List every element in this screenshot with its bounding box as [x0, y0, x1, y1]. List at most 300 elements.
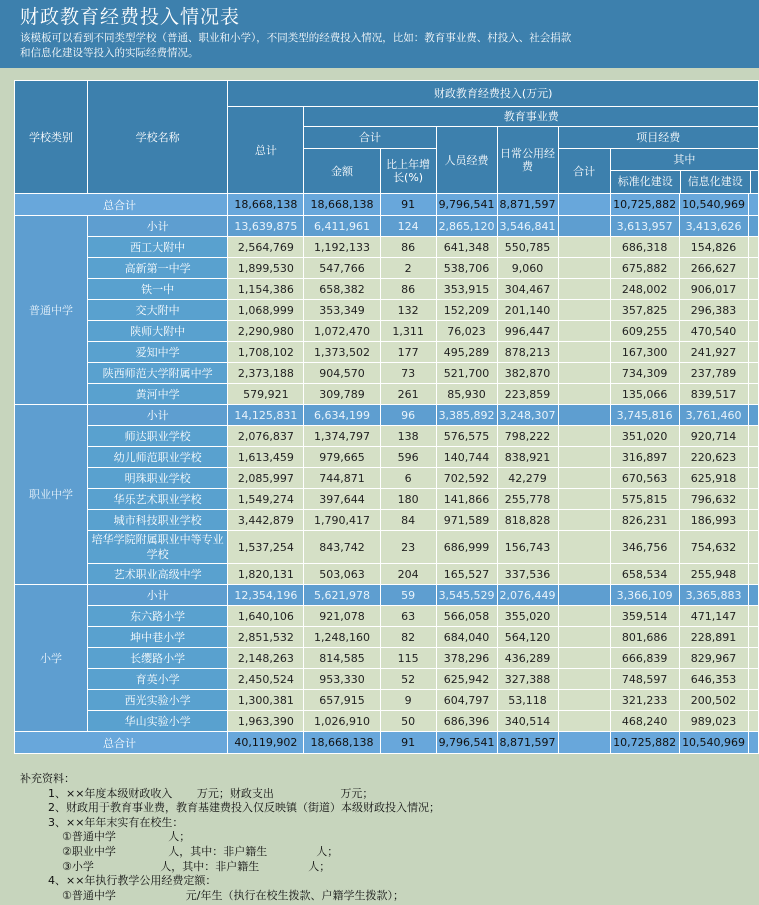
total-cell: 1,300,381	[228, 690, 304, 711]
header-daily: 日常公用经费	[497, 127, 558, 194]
amount-cell: 6,634,199	[304, 405, 380, 426]
daily-cell: 255,778	[497, 489, 558, 510]
overflow-column-cell	[748, 510, 759, 531]
table-row	[15, 363, 759, 384]
overflow-column-cell	[748, 405, 759, 426]
school-name-cell: 黄河中学	[88, 384, 228, 405]
amount-cell: 547,766	[304, 258, 380, 279]
project-total-cell	[558, 258, 610, 279]
header-edu: 教育事业费	[304, 107, 759, 127]
overflow-column-cell	[748, 627, 759, 648]
standard-cell: 666,839	[610, 648, 679, 669]
school-name-cell: 总合计	[15, 194, 228, 216]
growth-cell: 96	[380, 405, 436, 426]
amount-cell: 1,248,160	[304, 627, 380, 648]
header-banner	[0, 0, 759, 68]
info-cell: 228,891	[679, 627, 748, 648]
daily-cell: 42,279	[497, 468, 558, 489]
overflow-column-cell	[748, 258, 759, 279]
total-cell: 1,537,254	[228, 531, 304, 564]
info-cell: 989,023	[679, 711, 748, 732]
standard-cell: 575,815	[610, 489, 679, 510]
personnel-cell: 3,545,529	[436, 585, 497, 606]
personnel-cell: 686,396	[436, 711, 497, 732]
table-row	[15, 510, 759, 531]
project-total-cell	[558, 585, 610, 606]
amount-cell: 18,668,138	[304, 732, 380, 754]
overflow-column-cell	[748, 585, 759, 606]
project-total-cell	[558, 237, 610, 258]
info-cell: 154,826	[679, 237, 748, 258]
top-strip	[0, 68, 759, 80]
school-name-cell: 小计	[88, 405, 228, 426]
info-cell: 255,948	[679, 564, 748, 585]
amount-cell: 1,374,797	[304, 426, 380, 447]
daily-cell: 996,447	[497, 321, 558, 342]
project-total-cell	[558, 564, 610, 585]
project-total-cell	[558, 510, 610, 531]
daily-cell: 382,870	[497, 363, 558, 384]
growth-cell: 84	[380, 510, 436, 531]
total-cell: 2,085,997	[228, 468, 304, 489]
project-total-cell	[558, 606, 610, 627]
school-name-cell: 交大附中	[88, 300, 228, 321]
header-school-name: 学校名称	[88, 81, 228, 194]
project-total-cell	[558, 669, 610, 690]
overflow-column-cell	[748, 489, 759, 510]
header-among-block	[610, 149, 758, 194]
total-cell: 1,708,102	[228, 342, 304, 363]
info-cell: 754,632	[679, 531, 748, 564]
personnel-cell: 566,058	[436, 606, 497, 627]
overflow-column-cell	[748, 279, 759, 300]
total-cell: 2,290,980	[228, 321, 304, 342]
personnel-cell: 702,592	[436, 468, 497, 489]
overflow-column-cell	[748, 648, 759, 669]
table-row	[15, 564, 759, 585]
overflow-column-cell	[748, 447, 759, 468]
standard-cell: 3,613,957	[610, 216, 679, 237]
overflow-column-cell	[748, 216, 759, 237]
total-cell: 14,125,831	[228, 405, 304, 426]
project-total-cell	[558, 279, 610, 300]
table-row	[15, 690, 759, 711]
table-row	[15, 426, 759, 447]
total-cell: 12,354,196	[228, 585, 304, 606]
table-row	[15, 711, 759, 732]
daily-cell: 838,921	[497, 447, 558, 468]
daily-cell: 798,222	[497, 426, 558, 447]
notes-section	[20, 772, 750, 903]
header-amount: 金额	[304, 149, 380, 194]
daily-cell: 8,871,597	[497, 194, 558, 216]
project-total-cell	[558, 447, 610, 468]
standard-cell: 346,756	[610, 531, 679, 564]
daily-cell: 550,785	[497, 237, 558, 258]
total-cell: 18,668,138	[228, 194, 304, 216]
overflow-column-cell	[748, 564, 759, 585]
school-name-cell: 培华学院附属职业中等专业学校	[88, 531, 228, 564]
growth-cell: 261	[380, 384, 436, 405]
daily-cell: 355,020	[497, 606, 558, 627]
standard-cell: 10,725,882	[610, 194, 679, 216]
growth-cell: 86	[380, 237, 436, 258]
info-cell: 920,714	[679, 426, 748, 447]
personnel-cell: 141,866	[436, 489, 497, 510]
school-name-cell: 小计	[88, 216, 228, 237]
school-name-cell: 高新第一中学	[88, 258, 228, 279]
project-total-cell	[558, 489, 610, 510]
personnel-cell: 686,999	[436, 531, 497, 564]
growth-cell: 115	[380, 648, 436, 669]
overflow-column-cell	[748, 711, 759, 732]
standard-cell: 801,686	[610, 627, 679, 648]
header-school-type: 学校类别	[15, 81, 88, 194]
personnel-cell: 353,915	[436, 279, 497, 300]
growth-cell: 124	[380, 216, 436, 237]
header-project: 项目经费	[558, 127, 758, 149]
header-among: 其中	[611, 149, 758, 171]
growth-cell: 9	[380, 690, 436, 711]
daily-cell: 436,289	[497, 648, 558, 669]
grand-total-row	[15, 194, 759, 216]
growth-cell: 132	[380, 300, 436, 321]
amount-cell: 503,063	[304, 564, 380, 585]
daily-cell: 9,060	[497, 258, 558, 279]
table-body	[15, 194, 759, 754]
project-total-cell	[558, 426, 610, 447]
personnel-cell: 3,385,892	[436, 405, 497, 426]
growth-cell: 180	[380, 489, 436, 510]
amount-cell: 6,411,961	[304, 216, 380, 237]
growth-cell: 204	[380, 564, 436, 585]
personnel-cell: 625,942	[436, 669, 497, 690]
overflow-column-cell	[748, 669, 759, 690]
total-cell: 3,442,879	[228, 510, 304, 531]
amount-cell: 744,871	[304, 468, 380, 489]
standard-cell: 357,825	[610, 300, 679, 321]
note-line: 3、××年年末实有在校生：	[20, 815, 184, 829]
personnel-cell: 521,700	[436, 363, 497, 384]
daily-cell: 564,120	[497, 627, 558, 648]
table-row	[15, 279, 759, 300]
overflow-column-cell	[748, 194, 759, 216]
note-line: 1、××年度本级财政收入 万元；财政支出 万元；	[20, 786, 374, 800]
table-row	[15, 384, 759, 405]
total-cell: 579,921	[228, 384, 304, 405]
growth-cell: 63	[380, 606, 436, 627]
amount-cell: 1,790,417	[304, 510, 380, 531]
total-cell: 1,068,999	[228, 300, 304, 321]
amount-cell: 5,621,978	[304, 585, 380, 606]
daily-cell: 878,213	[497, 342, 558, 363]
info-cell: 3,413,626	[679, 216, 748, 237]
personnel-cell: 604,797	[436, 690, 497, 711]
info-cell: 829,967	[679, 648, 748, 669]
total-cell: 2,564,769	[228, 237, 304, 258]
overflow-column-cell	[748, 384, 759, 405]
school-category-cell: 职业中学	[15, 405, 88, 585]
total-cell: 1,640,106	[228, 606, 304, 627]
total-cell: 40,119,902	[228, 732, 304, 754]
info-cell: 3,365,883	[679, 585, 748, 606]
overflow-column-cell	[748, 426, 759, 447]
amount-cell: 904,570	[304, 363, 380, 384]
personnel-cell: 495,289	[436, 342, 497, 363]
school-name-cell: 师达职业学校	[88, 426, 228, 447]
amount-cell: 1,192,133	[304, 237, 380, 258]
table-row	[15, 531, 759, 564]
standard-cell: 826,231	[610, 510, 679, 531]
school-name-cell: 育英小学	[88, 669, 228, 690]
amount-cell: 1,072,470	[304, 321, 380, 342]
amount-cell: 814,585	[304, 648, 380, 669]
school-name-cell: 长缨路小学	[88, 648, 228, 669]
amount-cell: 843,742	[304, 531, 380, 564]
header-personnel: 人员经费	[436, 127, 497, 194]
personnel-cell: 85,930	[436, 384, 497, 405]
amount-cell: 921,078	[304, 606, 380, 627]
standard-cell: 316,897	[610, 447, 679, 468]
project-total-cell	[558, 627, 610, 648]
info-cell: 10,540,969	[679, 732, 748, 754]
project-total-cell	[558, 300, 610, 321]
table-row	[15, 648, 759, 669]
info-cell: 625,918	[679, 468, 748, 489]
growth-cell: 82	[380, 627, 436, 648]
table-row	[15, 321, 759, 342]
personnel-cell: 538,706	[436, 258, 497, 279]
school-category-cell: 普通中学	[15, 216, 88, 405]
growth-cell: 2	[380, 258, 436, 279]
info-cell: 10,540,969	[679, 194, 748, 216]
growth-cell: 73	[380, 363, 436, 384]
total-cell: 2,450,524	[228, 669, 304, 690]
growth-cell: 1,311	[380, 321, 436, 342]
amount-cell: 979,665	[304, 447, 380, 468]
amount-cell: 353,349	[304, 300, 380, 321]
standard-cell: 10,725,882	[610, 732, 679, 754]
standard-cell: 734,309	[610, 363, 679, 384]
subtotal-row	[15, 216, 759, 237]
table-row	[15, 606, 759, 627]
info-cell: 796,632	[679, 489, 748, 510]
overflow-column-cell	[748, 732, 759, 754]
info-cell: 266,627	[679, 258, 748, 279]
project-total-cell	[558, 216, 610, 237]
project-total-cell	[558, 648, 610, 669]
total-cell: 1,549,274	[228, 489, 304, 510]
header-info: 信息化建设	[681, 171, 751, 193]
note-line: ②职业中学 人，其中：非户籍生 人；	[20, 844, 339, 858]
overflow-column-cell	[748, 531, 759, 564]
amount-cell: 309,789	[304, 384, 380, 405]
info-cell: 906,017	[679, 279, 748, 300]
info-cell: 220,623	[679, 447, 748, 468]
total-cell: 1,613,459	[228, 447, 304, 468]
daily-cell: 3,546,841	[497, 216, 558, 237]
header-total: 总计	[228, 107, 304, 194]
standard-cell: 658,534	[610, 564, 679, 585]
table-row	[15, 669, 759, 690]
personnel-cell: 9,796,541	[436, 732, 497, 754]
info-cell: 839,517	[679, 384, 748, 405]
personnel-cell: 140,744	[436, 447, 497, 468]
total-cell: 1,963,390	[228, 711, 304, 732]
note-line: ①普通中学 人；	[20, 830, 191, 844]
daily-cell: 304,467	[497, 279, 558, 300]
project-total-cell	[558, 531, 610, 564]
info-cell: 296,383	[679, 300, 748, 321]
overflow-column-cell	[748, 237, 759, 258]
growth-cell: 138	[380, 426, 436, 447]
info-cell: 646,353	[679, 669, 748, 690]
page-description: 该模板可以看到不同类型学校（普通、职业和小学），不同类型的经费投入情况，比如：教育事业费、村投入、社会捐款和信息化建设等投入的实际经费情况。	[20, 32, 572, 59]
school-name-cell: 爱知中学	[88, 342, 228, 363]
footer-total-row	[15, 732, 759, 754]
school-name-cell: 陕西师范大学附属中学	[88, 363, 228, 384]
daily-cell: 223,859	[497, 384, 558, 405]
school-name-cell: 明珠职业学校	[88, 468, 228, 489]
personnel-cell: 684,040	[436, 627, 497, 648]
daily-cell: 3,248,307	[497, 405, 558, 426]
total-cell: 2,373,188	[228, 363, 304, 384]
amount-cell: 1,373,502	[304, 342, 380, 363]
school-name-cell: 西光实验小学	[88, 690, 228, 711]
growth-cell: 177	[380, 342, 436, 363]
personnel-cell: 971,589	[436, 510, 497, 531]
table-row	[15, 342, 759, 363]
standard-cell: 675,882	[610, 258, 679, 279]
header-project-total: 合计	[558, 149, 610, 194]
standard-cell: 670,563	[610, 468, 679, 489]
personnel-cell: 152,209	[436, 300, 497, 321]
overflow-column-cell	[748, 300, 759, 321]
total-cell: 2,851,532	[228, 627, 304, 648]
growth-cell: 50	[380, 711, 436, 732]
funding-table	[14, 80, 759, 754]
amount-cell: 18,668,138	[304, 194, 380, 216]
daily-cell: 337,536	[497, 564, 558, 585]
table-row	[15, 237, 759, 258]
growth-cell: 596	[380, 447, 436, 468]
info-cell: 471,147	[679, 606, 748, 627]
project-total-cell	[558, 194, 610, 216]
info-cell: 470,540	[679, 321, 748, 342]
standard-cell: 135,066	[610, 384, 679, 405]
note-line: ③小学 人，其中：非户籍生 人；	[20, 859, 331, 873]
header-standard: 标准化建设	[611, 171, 681, 193]
project-total-cell	[558, 384, 610, 405]
daily-cell: 201,140	[497, 300, 558, 321]
overflow-column-cell	[748, 342, 759, 363]
growth-cell: 91	[380, 732, 436, 754]
standard-cell: 468,240	[610, 711, 679, 732]
growth-cell: 6	[380, 468, 436, 489]
school-name-cell: 西工大附中	[88, 237, 228, 258]
personnel-cell: 2,865,120	[436, 216, 497, 237]
standard-cell: 686,318	[610, 237, 679, 258]
daily-cell: 8,871,597	[497, 732, 558, 754]
table-row	[15, 468, 759, 489]
school-name-cell: 坤中巷小学	[88, 627, 228, 648]
school-name-cell: 东六路小学	[88, 606, 228, 627]
overflow-column-cell	[748, 468, 759, 489]
header-main: 财政教育经费投入(万元)	[228, 81, 759, 107]
school-category-cell: 小学	[15, 585, 88, 732]
info-cell: 186,993	[679, 510, 748, 531]
amount-cell: 658,382	[304, 279, 380, 300]
amount-cell: 1,026,910	[304, 711, 380, 732]
standard-cell: 321,233	[610, 690, 679, 711]
standard-cell: 3,745,816	[610, 405, 679, 426]
standard-cell: 359,514	[610, 606, 679, 627]
total-cell: 1,154,386	[228, 279, 304, 300]
table-row	[15, 627, 759, 648]
table-row	[15, 258, 759, 279]
personnel-cell: 641,348	[436, 237, 497, 258]
daily-cell: 327,388	[497, 669, 558, 690]
project-total-cell	[558, 468, 610, 489]
total-cell: 2,076,837	[228, 426, 304, 447]
total-cell: 1,820,131	[228, 564, 304, 585]
notes-heading: 补充资料：	[20, 772, 75, 785]
note-line: 4、××年执行教学公用经费定额：	[20, 874, 217, 888]
growth-cell: 86	[380, 279, 436, 300]
overflow-column-cell	[748, 321, 759, 342]
project-total-cell	[558, 690, 610, 711]
project-total-cell	[558, 342, 610, 363]
school-name-cell: 华山实验小学	[88, 711, 228, 732]
daily-cell: 340,514	[497, 711, 558, 732]
standard-cell: 748,597	[610, 669, 679, 690]
school-name-cell: 华乐艺术职业学校	[88, 489, 228, 510]
growth-cell: 59	[380, 585, 436, 606]
info-cell: 200,502	[679, 690, 748, 711]
overflow-column-cell	[748, 606, 759, 627]
info-cell: 237,789	[679, 363, 748, 384]
info-cell: 241,927	[679, 342, 748, 363]
project-total-cell	[558, 732, 610, 754]
subtotal-row	[15, 405, 759, 426]
school-name-cell: 幼儿师范职业学校	[88, 447, 228, 468]
school-name-cell: 铁一中	[88, 279, 228, 300]
total-cell: 2,148,263	[228, 648, 304, 669]
school-name-cell: 城市科技职业学校	[88, 510, 228, 531]
personnel-cell: 378,296	[436, 648, 497, 669]
total-cell: 1,899,530	[228, 258, 304, 279]
growth-cell: 91	[380, 194, 436, 216]
standard-cell: 351,020	[610, 426, 679, 447]
project-total-cell	[558, 363, 610, 384]
subtotal-row	[15, 585, 759, 606]
personnel-cell: 576,575	[436, 426, 497, 447]
amount-cell: 397,644	[304, 489, 380, 510]
info-cell: 3,761,460	[679, 405, 748, 426]
personnel-cell: 76,023	[436, 321, 497, 342]
table-row	[15, 489, 759, 510]
growth-cell: 52	[380, 669, 436, 690]
overflow-column-cell	[748, 690, 759, 711]
school-name-cell: 总合计	[15, 732, 228, 754]
personnel-cell: 9,796,541	[436, 194, 497, 216]
daily-cell: 53,118	[497, 690, 558, 711]
overflow-column-cell	[748, 363, 759, 384]
note-line: ①普通中学 元/年生（执行在校生拨款、户籍学生拨款）；	[20, 888, 404, 902]
project-total-cell	[558, 405, 610, 426]
amount-cell: 657,915	[304, 690, 380, 711]
total-cell: 13,639,875	[228, 216, 304, 237]
